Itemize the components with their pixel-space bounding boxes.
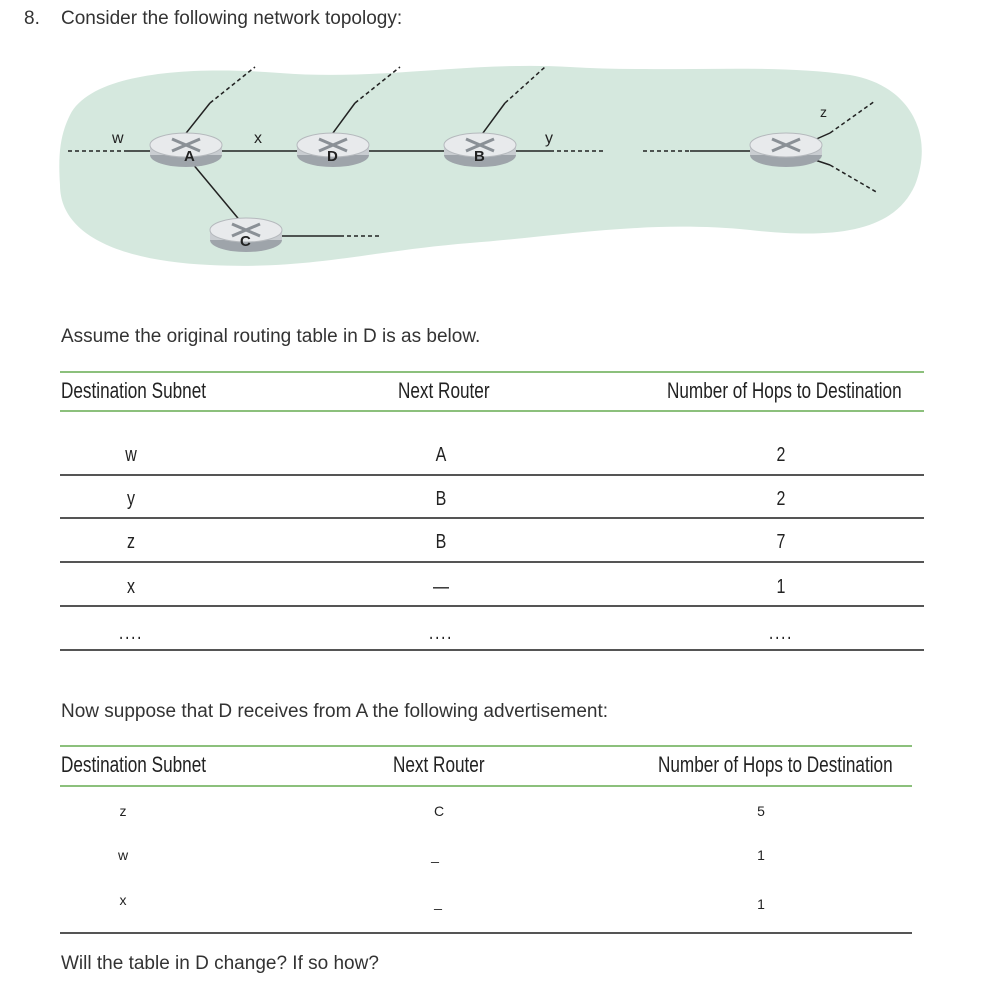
table-cell: x [127,576,135,598]
router-d-label: D [327,148,338,165]
table-top-rule [60,745,912,747]
row-divider [60,474,924,476]
table-cell: A [435,444,447,466]
router-a-icon [150,133,222,167]
table-cell: 5 [757,803,765,819]
table-cell: — [433,576,449,598]
header-destination-subnet: Destination Subnet [61,752,207,777]
subnet-z-label: z [820,104,827,120]
router-d-icon [297,133,369,167]
advertisement-text: Now suppose that D receives from A the following advertisement: [61,701,609,722]
table-cell: z [127,531,135,553]
header-destination-subnet: Destination Subnet [61,378,207,403]
table-cell: z [119,803,127,819]
table-cell: 1 [757,847,765,863]
table-cell: _ [431,847,439,863]
router-b-icon [444,133,516,167]
table-cell: 7 [776,531,786,553]
row-divider [60,517,924,519]
header-next-router: Next Router [398,378,490,403]
table-cell: 2 [776,488,786,510]
table-cell: w [117,847,129,863]
table-cell: C [433,803,445,819]
router-c-label: C [240,233,251,250]
table-cell: w [125,444,137,466]
table-cell: .... [428,622,454,644]
subnet-w-label: w [112,130,124,147]
table-cell: 1 [757,896,765,912]
router-b-label: B [474,148,485,165]
intro-text: Assume the original routing table in D is as below. [61,326,481,347]
table-header-rule [60,785,912,787]
subnet-x-label: x [254,130,262,147]
table-cell: 1 [776,576,786,598]
table-cell: B [435,488,447,510]
header-hops: Number of Hops to Destination [658,752,893,777]
question-prompt: Consider the following network topology: [61,8,403,29]
router-a-label: A [184,148,195,165]
closing-question: Will the table in D change? If so how? [61,953,379,974]
table-cell: .... [118,622,144,644]
subnet-y-label: y [545,130,553,147]
header-hops: Number of Hops to Destination [667,378,902,403]
table-bottom-rule [60,932,912,934]
table-cell: _ [434,894,442,910]
table-cell: x [119,892,127,908]
router-far-icon [750,133,822,167]
table-bottom-rule [60,649,924,651]
router-c-icon [210,218,282,252]
question-number: 8. [24,8,40,29]
network-topology-diagram [50,55,930,275]
table-cell: B [435,531,447,553]
table-top-rule [60,371,924,373]
header-next-router: Next Router [393,752,485,777]
row-divider [60,561,924,563]
table-cell: .... [768,622,794,644]
table-cell: 2 [776,444,786,466]
row-divider [60,605,924,607]
table-header-rule [60,410,924,412]
table-cell: y [127,488,135,510]
